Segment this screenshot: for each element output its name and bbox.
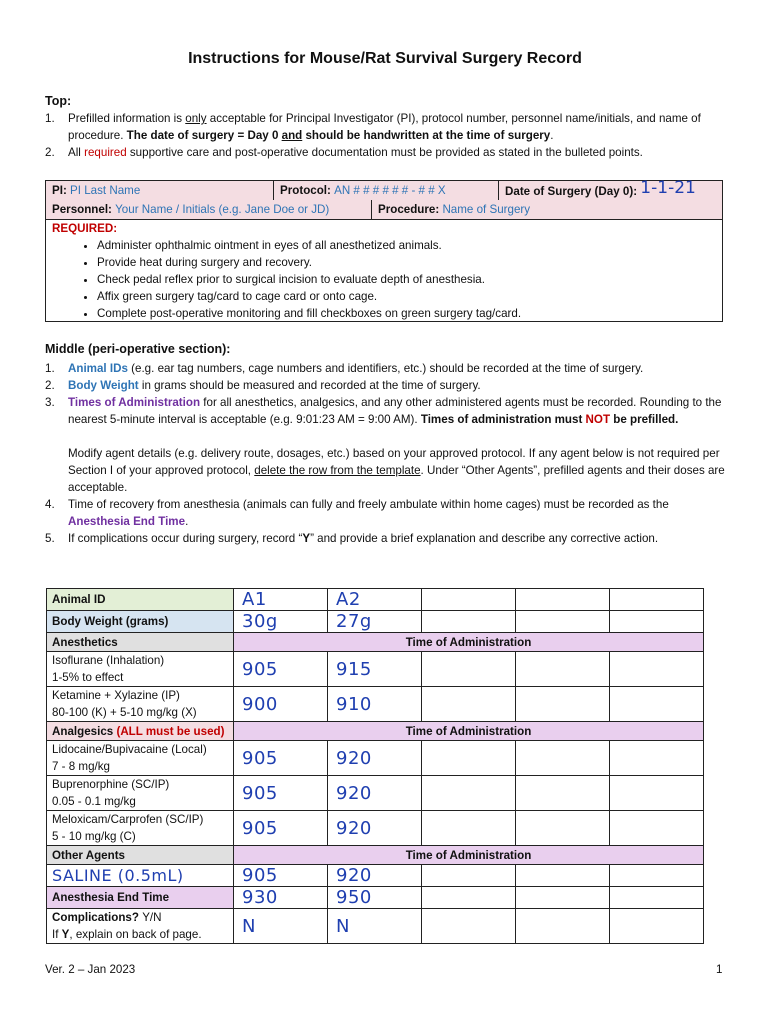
ketamine-cell-5[interactable] bbox=[610, 687, 704, 722]
table-row bbox=[47, 846, 704, 865]
required-label: REQUIRED: bbox=[52, 222, 118, 235]
animal-id-cell-5[interactable] bbox=[610, 589, 704, 611]
meloxicam-cell-4[interactable] bbox=[516, 811, 610, 846]
table-row bbox=[47, 776, 704, 811]
procedure-field[interactable]: Procedure: Name of Surgery bbox=[378, 203, 531, 216]
saline-cell-1[interactable]: 905 bbox=[234, 865, 328, 887]
anesthesia-end-cell-4[interactable] bbox=[516, 887, 610, 909]
middle-instructions bbox=[45, 360, 725, 547]
middle-item-2: 2. Body Weight in grams should be measured and recorded at the time of surgery. bbox=[45, 379, 481, 392]
required-list bbox=[52, 237, 712, 322]
anesthesia-end-cell-2[interactable]: 950 bbox=[328, 887, 422, 909]
lidocaine-cell-3[interactable] bbox=[422, 741, 516, 776]
body-weight-cell-3[interactable] bbox=[422, 611, 516, 633]
anesthesia-end-cell-1[interactable]: 930 bbox=[234, 887, 328, 909]
lidocaine-cell-5[interactable] bbox=[610, 741, 704, 776]
complications-cell-3[interactable] bbox=[422, 909, 516, 944]
table-row bbox=[47, 811, 704, 846]
pi-field[interactable]: PI: PI Last Name bbox=[46, 181, 274, 200]
table-row bbox=[47, 909, 704, 944]
footer-version: Ver. 2 – Jan 2023 bbox=[45, 963, 136, 976]
lidocaine-cell-2[interactable]: 920 bbox=[328, 741, 422, 776]
ketamine-label: Ketamine + Xylazine (IP) 80-100 (K) + 5-10 mg/kg (X) bbox=[47, 687, 234, 722]
time-of-administration-header: Time of Administration bbox=[234, 633, 704, 652]
body-weight-cell-5[interactable] bbox=[610, 611, 704, 633]
meloxicam-cell-5[interactable] bbox=[610, 811, 704, 846]
table-row bbox=[47, 687, 704, 722]
lidocaine-cell-4[interactable] bbox=[516, 741, 610, 776]
ketamine-cell-2[interactable]: 910 bbox=[328, 687, 422, 722]
page-title: Instructions for Mouse/Rat Survival Surgery Record bbox=[188, 50, 582, 67]
isoflurane-cell-3[interactable] bbox=[422, 652, 516, 687]
lidocaine-cell-1[interactable]: 905 bbox=[234, 741, 328, 776]
saline-cell-2[interactable]: 920 bbox=[328, 865, 422, 887]
buprenorphine-cell-5[interactable] bbox=[610, 776, 704, 811]
buprenorphine-cell-3[interactable] bbox=[422, 776, 516, 811]
animal-id-cell-4[interactable] bbox=[516, 589, 610, 611]
lidocaine-label: Lidocaine/Bupivacaine (Local) 7 - 8 mg/kg bbox=[47, 741, 234, 776]
complications-label: Complications? Y/N If Y, explain on back of page. bbox=[47, 909, 234, 944]
top-heading: Top: bbox=[45, 94, 72, 108]
buprenorphine-cell-4[interactable] bbox=[516, 776, 610, 811]
body-weight-cell-4[interactable] bbox=[516, 611, 610, 633]
list-item: • Check pedal reflex prior to surgical incision to evaluate depth of anesthesia. bbox=[97, 271, 712, 288]
isoflurane-cell-1[interactable]: 905 bbox=[234, 652, 328, 687]
anesthesia-end-cell-5[interactable] bbox=[610, 887, 704, 909]
middle-item-5: 5. If complications occur during surgery, record “Y” and provide a brief explanation and describe any corrective action. bbox=[45, 532, 659, 545]
middle-heading: Middle (peri-operative section): bbox=[45, 342, 231, 356]
complications-cell-5[interactable] bbox=[610, 909, 704, 944]
personnel-field[interactable]: Personnel: Your Name / Initials (e.g. Jane Doe or JD) bbox=[46, 200, 372, 219]
meloxicam-cell-2[interactable]: 920 bbox=[328, 811, 422, 846]
complications-cell-4[interactable] bbox=[516, 909, 610, 944]
meloxicam-label: Meloxicam/Carprofen (SC/IP) 5 - 10 mg/kg (C) bbox=[47, 811, 234, 846]
animal-id-label: Animal ID bbox=[47, 589, 234, 611]
buprenorphine-cell-2[interactable]: 920 bbox=[328, 776, 422, 811]
buprenorphine-cell-1[interactable]: 905 bbox=[234, 776, 328, 811]
surgery-info-box bbox=[45, 180, 723, 322]
saline-cell-5[interactable] bbox=[610, 865, 704, 887]
body-weight-cell-1[interactable]: 30g bbox=[234, 611, 328, 633]
middle-item-3: 3. Times of Administration for all anesthetics, analgesics, and any other administered agents must be recorded. Rounding to the nearest 5-minute interval is acceptable (e.g. 9:01:23 AM = 9:00 AM). Times of administration must NOT be prefilled. bbox=[45, 396, 722, 426]
surgery-record-table bbox=[46, 588, 704, 944]
ketamine-cell-4[interactable] bbox=[516, 687, 610, 722]
analgesics-label: Analgesics (ALL must be used) bbox=[47, 722, 234, 741]
ketamine-cell-1[interactable]: 900 bbox=[234, 687, 328, 722]
body-weight-cell-2[interactable]: 27g bbox=[328, 611, 422, 633]
top-item-2: 2. All required supportive care and post-operative documentation must be provided as stated in the bulleted points. bbox=[45, 146, 643, 159]
isoflurane-label: Isoflurane (Inhalation) 1-5% to effect bbox=[47, 652, 234, 687]
saline-label[interactable]: SALINE (0.5mL) bbox=[47, 865, 234, 887]
isoflurane-cell-5[interactable] bbox=[610, 652, 704, 687]
top-instructions bbox=[45, 110, 725, 161]
middle-item-4: 4. Time of recovery from anesthesia (animals can fully and freely ambulate within home cages) must be recorded as the Anesthesia End Time. bbox=[45, 498, 669, 528]
info-row-1 bbox=[46, 178, 722, 201]
anesthetics-label: Anesthetics bbox=[47, 633, 234, 652]
list-item: • Administer ophthalmic ointment in eyes of all anesthetized animals. bbox=[97, 237, 712, 254]
buprenorphine-label: Buprenorphine (SC/IP) 0.05 - 0.1 mg/kg bbox=[47, 776, 234, 811]
protocol-field[interactable]: Protocol: AN # # # # # # - # # X bbox=[274, 181, 499, 200]
list-item: • Provide heat during surgery and recovery. bbox=[97, 254, 712, 271]
list-item: • Complete post-operative monitoring and fill checkboxes on green surgery tag/card. bbox=[97, 305, 712, 322]
table-row bbox=[47, 611, 704, 633]
complications-cell-2[interactable]: N bbox=[328, 909, 422, 944]
date-of-surgery-field[interactable]: Date of Surgery (Day 0): 1-1-21 bbox=[505, 178, 696, 198]
table-row bbox=[47, 741, 704, 776]
animal-id-cell-2[interactable]: A2 bbox=[328, 589, 422, 611]
complications-cell-1[interactable]: N bbox=[234, 909, 328, 944]
animal-id-cell-3[interactable] bbox=[422, 589, 516, 611]
table-row bbox=[47, 633, 704, 652]
middle-item-1: 1. Animal IDs (e.g. ear tag numbers, cage numbers and identifiers, etc.) should be recorded at the time of surgery. bbox=[45, 362, 644, 375]
time-of-administration-header: Time of Administration bbox=[234, 846, 704, 865]
table-row bbox=[47, 652, 704, 687]
isoflurane-cell-2[interactable]: 915 bbox=[328, 652, 422, 687]
meloxicam-cell-1[interactable]: 905 bbox=[234, 811, 328, 846]
info-row-2 bbox=[46, 200, 722, 220]
saline-cell-4[interactable] bbox=[516, 865, 610, 887]
required-section bbox=[52, 220, 712, 322]
table-row bbox=[47, 865, 704, 887]
table-row bbox=[47, 589, 704, 611]
other-agents-label: Other Agents bbox=[47, 846, 234, 865]
middle-paragraph: Modify agent details (e.g. delivery route, dosages, etc.) based on your approved protocol. If any agent below is not required per Section I of your approved protocol, delete the row from the template. Under “Other Agents”, prefilled agents and their doses are acceptable. bbox=[68, 447, 725, 494]
anesthesia-end-label: Anesthesia End Time bbox=[47, 887, 234, 909]
page-number: 1 bbox=[716, 963, 723, 976]
animal-id-cell-1[interactable]: A1 bbox=[234, 589, 328, 611]
meloxicam-cell-3[interactable] bbox=[422, 811, 516, 846]
body-weight-label: Body Weight (grams) bbox=[47, 611, 234, 633]
time-of-administration-header: Time of Administration bbox=[234, 722, 704, 741]
table-row bbox=[47, 722, 704, 741]
saline-cell-3[interactable] bbox=[422, 865, 516, 887]
list-item: • Affix green surgery tag/card to cage card or onto cage. bbox=[97, 288, 712, 305]
anesthesia-end-cell-3[interactable] bbox=[422, 887, 516, 909]
isoflurane-cell-4[interactable] bbox=[516, 652, 610, 687]
ketamine-cell-3[interactable] bbox=[422, 687, 516, 722]
table-row bbox=[47, 887, 704, 909]
top-item-1: 1. Prefilled information is only acceptable for Principal Investigator (PI), protocol number, personnel name/initials, and name of procedure. The date of surgery = Day 0 and should be handwritten at the time of surgery. bbox=[45, 112, 701, 142]
